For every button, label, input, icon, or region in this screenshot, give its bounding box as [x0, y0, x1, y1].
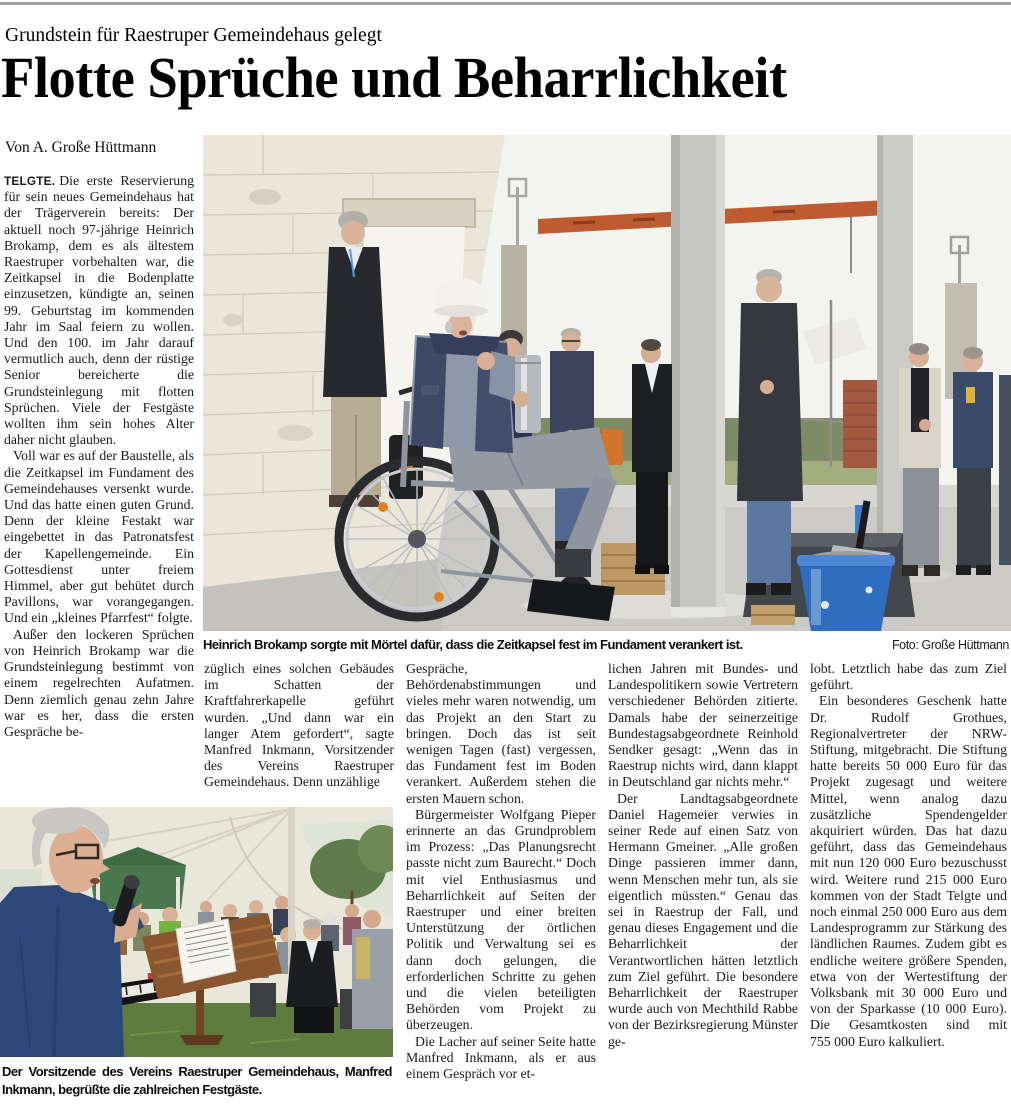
- photo1-caption: Heinrich Brokamp sorgte mit Mörtel dafür, dass die Zeitkapsel fest im Fundament verankert ist.: [203, 637, 743, 652]
- photo1-credit: Foto: Große Hüttmann: [891, 638, 1009, 652]
- construction-site-illustration: [203, 135, 1011, 631]
- tent-speech-illustration: [0, 807, 393, 1057]
- article-column-1: [4, 173, 194, 805]
- article-paragraph: lobt. Letztlich habe das zum Ziel geführt.: [810, 661, 1007, 693]
- paragraph-text: Die erste Reservierung für sein neues Gemeindehaus hat der Trägerverein bereits: Der aktuell noch 97-jährige Heinrich Brokamp, dem es als ältestem Raestruper vorbehalten war, die Zeitkapsel in die Bodenplatte einzusetzen, kündigte an, seinen 99. Geburtstag im kommenden Jahr im Saal feiern zu wollen. Und den 100. im Jahr darauf vermutlich auch, denn der rüstige Senior bereicherte die Grundsteinlegung mit flotten Sprüchen. Viele der Festgäste wollten ihm sein hohes Alter daher nicht glauben.: [4, 173, 194, 448]
- article-column-4: [608, 661, 798, 1103]
- article-paragraph: züglich eines solchen Gebäudes im Schatten der Kraftfahrerkapelle geführt wurden. „Und dann war ein langer Atem gefordert“, sagte Manfred Inkmann, Vorsitzender des Vereins Raestruper Gemeindehaus. Denn unzählige: [204, 661, 394, 790]
- article-paragraph: lichen Jahren mit Bundes- und Landespolitikern sowie Vertretern verschiedener Behörden zitierte. Damals habe der seinerzeitige Bundestagsabgeordnete Reinhold Sendker gesagt: „Wenn das in Raestrup nichts wird, dann klappt in Deutschland gar nichts mehr.“: [608, 661, 798, 790]
- article-paragraph: Gespräche, Behördenabstimmungen und vieles mehr waren notwendig, um das Projekt an den Start zu bringen. Doch das ist seit wenigen Tagen (fast) vergessen, das Fundament fest im Boden verankert. Außerdem stehen die ersten Mauern schon.: [406, 661, 596, 806]
- headline: Flotte Sprüche und Beharrlichkeit: [1, 45, 787, 110]
- article-paragraph: Die Lacher auf seiner Seite hatte Manfred Inkmann, als er aus einem Gespräch vor et-: [406, 1033, 596, 1082]
- photo2-caption: Der Vorsitzende des Vereins Raestruper Gemeindehaus, Manfred Inkmann, begrüßte die zahlreichen Festgäste.: [2, 1064, 392, 1097]
- photo1-caption-row: [203, 637, 1009, 652]
- article-paragraph: Außer den lockeren Sprüchen von Heinrich Brokamp war die Grundsteinlegung bestimmt von einem regelrechten Aufatmen. Denn ziemlich genau zehn Jahre war es her, dass die ersten Gespräche be-: [4, 626, 194, 739]
- article-column-3: [406, 661, 596, 1103]
- top-rule: [0, 2, 1011, 5]
- article-column-2: [204, 661, 394, 801]
- tent-speech-photo: [0, 807, 393, 1057]
- article-column-5: [810, 661, 1007, 1103]
- article-paragraph: Voll war es auf der Baustelle, als die Zeitkapsel im Fundament des Gemeindehauses versenkt wurde. Und das hatte einen guten Grund. Denn der kleine Festakt war eingebettet in das Patronatsfest der Kapellengemeinde. Ein Gottesdienst unter freiem Himmel, aber gut behütet durch Pavillons, war vorangegangen. Und ein „kleines Pfarrfest“ folgte.: [4, 448, 194, 626]
- article-paragraph: [4, 173, 194, 448]
- article-paragraph: Der Landtagsabgeordnete Daniel Hagemeier verwies in seiner Rede auf einen Satz von Hermann Gmeiner. „Alle großen Dinge passieren immer dann, wenn Menschen mehr tun, als sie eigentlich müssten.“ Genau das sei in Raestrup der Fall, und genau dieses Engagement und die Beharrlichkeit der Verantwortlichen hätten letztlich zum Ziel geführt. Die besondere Beharrlichkeit der Raestruper wurde auch von Mechthild Rabbe von der Bezirksregierung Münster ge-: [608, 790, 798, 1049]
- byline: Von A. Große Hüttmann: [5, 139, 157, 156]
- kicker: Grundstein für Raestruper Gemeindehaus gelegt: [5, 25, 382, 46]
- article-paragraph: Ein besonderes Geschenk hatte Dr. Rudolf Grothues, Regionalvertreter der NRW-Stiftung, mitgebracht. Die Stiftung hatte bereits 50 000 Euro für das Projekt zugesagt und weitere Mittel, wenn analog dazu zusätzliche Spendengelder akquiriert würden. Das hat dazu geführt, dass das Gemeindehaus mit nun 120 000 Euro bezuschusst wird. Weitere rund 215 000 Euro kommen von der Stadt Telgte und noch einmal 250 000 Euro aus dem Landesprogramm zur Stärkung des ländlichen Raumes. Zudem gibt es endliche weitere größere Spenden, etwa von der Wertestiftung der Volksbank mit 30 000 Euro und von der Sparkasse (10 000 Euro). Die Gesamtkosten sind mit 755 000 Euro kalkuliert.: [810, 693, 1007, 1049]
- dateline: TELGTE.: [4, 174, 56, 188]
- construction-site-photo: [203, 135, 1011, 631]
- article-paragraph: Bürgermeister Wolfgang Pieper erinnerte an das Grundproblem im Prozess: „Das Planungsrecht passte nicht zum Baurecht.“ Doch mit viel Enthusiasmus und Beharrlichkeit auf Seiten der Raestruper und einer breiten Unterstützung der örtlichen Politik und Verwaltung sei es dann doch gelungen, die erforderlichen Schritte zu gehen und die vielen beteiligten Behörden vom Projekt zu überzeugen.: [406, 806, 596, 1033]
